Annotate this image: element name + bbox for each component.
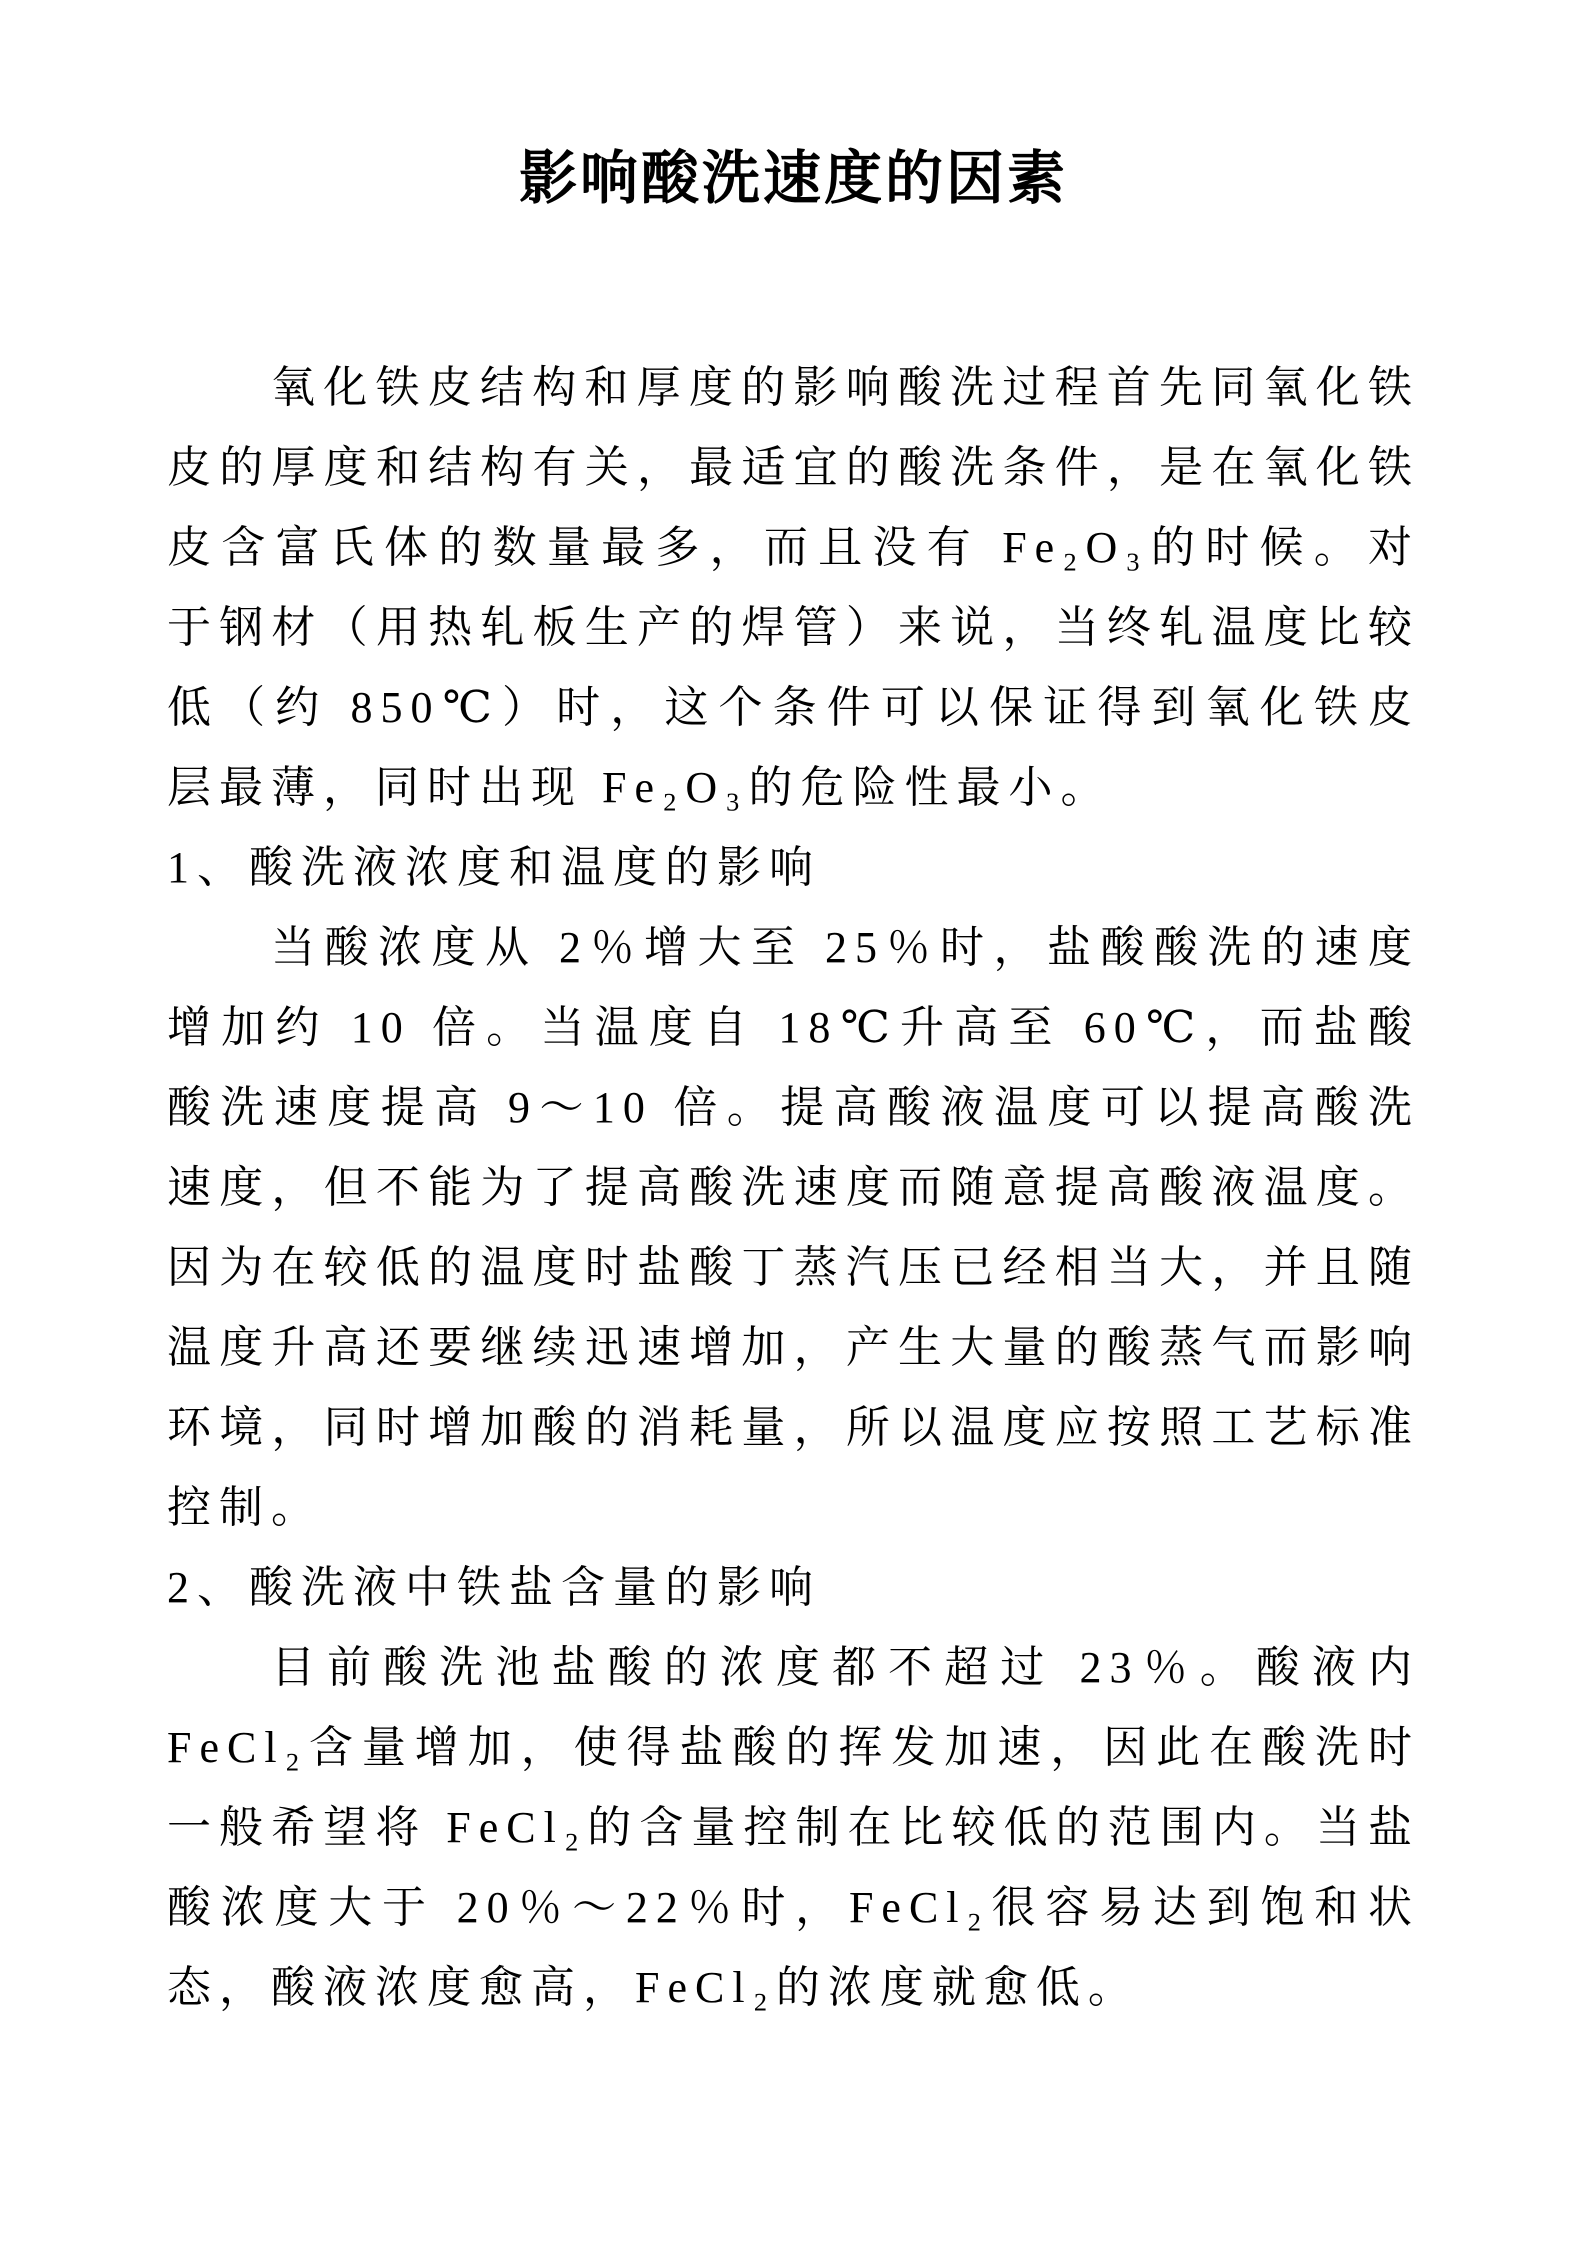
document-content bbox=[167, 0, 1420, 2028]
document-title: 影响酸洗速度的因素 bbox=[518, 146, 1068, 211]
document-body bbox=[167, 348, 1420, 2028]
paragraph-iron-salt-content: 目前酸洗池盐酸的浓度都不超过 23％。酸液内 FeCl₂含量增加，使得盐酸的挥发加速，因此在酸洗时一般希望将 FeCl₂的含量控制在比较低的范围内。当盐酸浓度大于 20％～22％时，FeCl₂很容易达到饱和状态，酸液浓度愈高，FeCl₂的浓度就愈低。 bbox=[167, 1643, 1420, 2012]
section-heading-acid-concentration-temperature: 1、酸洗液浓度和温度的影响 bbox=[167, 843, 821, 892]
section-heading-iron-salt-content: 2、酸洗液中铁盐含量的影响 bbox=[167, 1563, 821, 1612]
paragraph-acid-concentration-temperature: 当酸浓度从 2％增大至 25％时，盐酸酸洗的速度增加约 10 倍。当温度自 18℃升高至 60℃，而盐酸酸洗速度提高 9～10 倍。提高酸液温度可以提高酸洗速度，但不能为了提高酸洗速度而随意提高酸液温度。因为在较低的温度时盐酸丁蒸汽压已经相当大，并且随温度升高还要继续迅速增加，产生大量的酸蒸气而影响环境，同时增加酸的消耗量，所以温度应按照工艺标准控制。 bbox=[167, 923, 1420, 1532]
paragraph-oxide-scale-structure: 氧化铁皮结构和厚度的影响酸洗过程首先同氧化铁皮的厚度和结构有关，最适宜的酸洗条件，是在氧化铁皮含富氏体的数量最多，而且没有 Fe₂O₃的时候。对于钢材（用热轧板生产的焊管）来说，当终轧温度比较低（约 850℃）时，这个条件可以保证得到氧化铁皮层最薄，同时出现 Fe₂O₃的危险性最小。 bbox=[167, 363, 1420, 812]
